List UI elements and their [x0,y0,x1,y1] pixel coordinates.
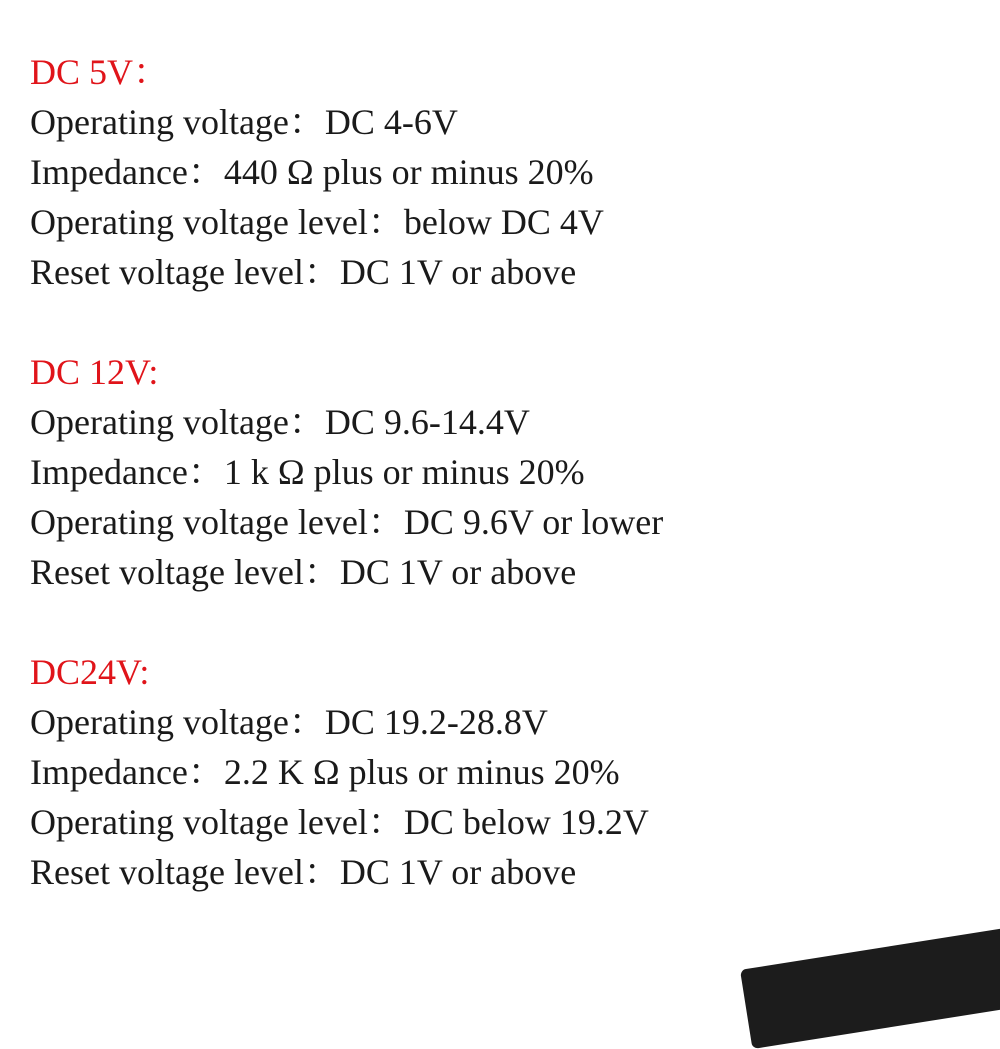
impedance-line: Impedance：440 Ω plus or minus 20% [30,152,594,192]
operating-voltage-line: Operating voltage：DC 9.6-14.4V [30,402,530,442]
impedance-line: Impedance：2.2 K Ω plus or minus 20% [30,752,620,792]
spec-section-dc-5v [30,47,980,297]
section-heading: DC24V: [30,652,150,692]
section-heading: DC 5V： [30,52,170,92]
operating-voltage-line: Operating voltage：DC 4-6V [30,102,458,142]
operating-voltage-level-line: Operating voltage level：DC 9.6V or lower [30,502,664,542]
device-edge-image [740,920,1000,1049]
reset-voltage-level-line: Reset voltage level：DC 1V or above [30,552,577,592]
spec-section-dc-24v [30,647,980,897]
spec-section-dc-12v [30,347,980,597]
reset-voltage-level-line: Reset voltage level：DC 1V or above [30,852,577,892]
reset-voltage-level-line: Reset voltage level：DC 1V or above [30,252,577,292]
impedance-line: Impedance：1 k Ω plus or minus 20% [30,452,585,492]
section-heading: DC 12V: [30,352,159,392]
operating-voltage-line: Operating voltage：DC 19.2-28.8V [30,702,548,742]
operating-voltage-level-line: Operating voltage level：DC below 19.2V [30,802,649,842]
operating-voltage-level-line: Operating voltage level：below DC 4V [30,202,604,242]
